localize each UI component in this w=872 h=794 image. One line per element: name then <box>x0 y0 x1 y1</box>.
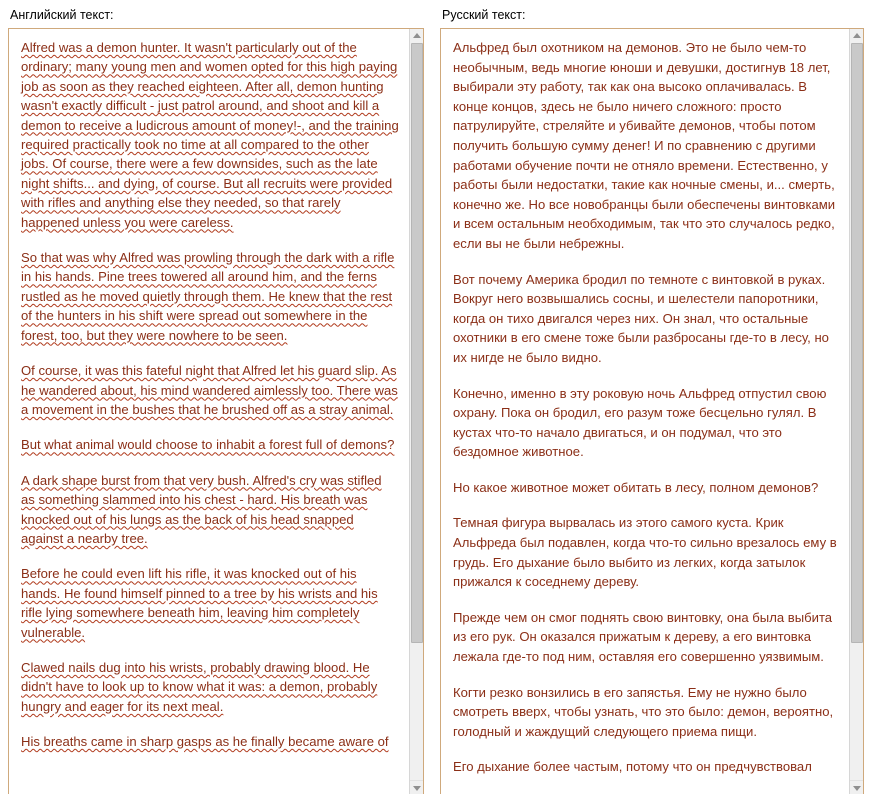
english-pane <box>0 6 432 794</box>
english-pane-label: Английский текст: <box>10 8 114 22</box>
scrollbar-thumb[interactable] <box>851 43 863 643</box>
paragraph: Конечно, именно в эту роковую ночь Альфред отпустил свою охрану. Пока он бродил, его разум тоже бесцельно гулял. В кустах что-то начало двигаться, и он подумал, что это бездомное животное. <box>453 385 827 460</box>
paragraph: Alfred was a demon hunter. It wasn't particularly out of the ordinary; many young men and women opted for this high paying job as soon as they reached eighteen. After all, demon hunting wasn't exactly difficult - just patrol around, and shoot and kill a demon to receive a ludicrous amount of money!-, and the training required practically took no time at all compared to the other jobs. Of course, there were a few downsides, such as the late night shifts... and dying, of course. But all recruits were provided with rifles and anything else they needed, so that rarely happened unless you were careless. <box>21 40 399 230</box>
paragraph: Clawed nails dug into his wrists, probably drawing blood. He didn't have to look up to know what it was: a demon, probably hungry and eager for its next meal. <box>21 659 378 714</box>
scroll-up-arrow-icon[interactable] <box>410 29 424 44</box>
paragraph: Прежде чем он смог поднять свою винтовку, она была выбита из его рук. Он оказался прижатым к дереву, а его винтовка лежала где-то под ним, оставляя его совершенно уязвимым. <box>453 609 833 665</box>
paragraph: A dark shape burst from that very bush. Alfred's cry was stifled as something slammed into his chest - hard. His breath was knocked out of his lungs as the back of his head snapped against a nearby tree. <box>21 472 382 546</box>
paragraph: Альфред был охотником на демонов. Это не было чем-то необычным, ведь многие юноши и девушки, достигнув 18 лет, выбирали эту работу, так как она высоко оплачивалась. В конце концов, здесь не было ничего сложного: просто патрулируйте, стреляйте и убивайте демонов, чтобы потом получить большую сумму денег! И по сравнению с другими работами обучение почти не отняло времени. Естественно, у работы были недостатки, такие как ночные смены, и... смерть, конечно же. Но все новобранцы были обеспечены винтовками и всем остальным необходимым, так что это случалось редко, если вы не были небрежны. <box>453 40 836 251</box>
paragraph: Before he could even lift his rifle, it was knocked out of his hands. He found himself pinned to a tree by his wrists and his rifle lying somewhere beneath him, leaving him completely vulnerable. <box>21 566 378 640</box>
paragraph: Вот почему Америка бродил по темноте с винтовкой в руках. Вокруг него возвышались сосны, и шелестели папоротники, когда он тихо двигался через них. Он знал, что остальные охотники в его смене тоже были разбросаны где-то в лесу, но их нигде не было видно. <box>453 271 829 365</box>
english-text-box[interactable] <box>8 28 424 794</box>
scrollbar-track[interactable] <box>850 43 864 781</box>
paragraph: Его дыхание более частым, потому что он предчувствовал <box>453 759 812 775</box>
russian-text-box[interactable] <box>440 28 864 794</box>
paragraph: So that was why Alfred was prowling through the dark with a rifle in his hands. Pine trees towered all around him, and the ferns rustled as he moved quietly through them. He knew that the rest of the hunters in his shift were spread out somewhere in the forest, too, but they were nowhere to be seen. <box>21 250 395 343</box>
columns-container <box>0 6 872 794</box>
russian-scrollbar[interactable] <box>849 29 863 794</box>
russian-text-content[interactable] <box>441 29 849 794</box>
paragraph: Темная фигура вырвалась из этого самого куста. Крик Альфреда был подавлен, когда что-то сильно врезалось ему в грудь. Его дыхание было выбито из легких, когда затылок прижался к соседнему дереву. <box>453 515 837 590</box>
paragraph: Но какое животное может обитать в лесу, полном демонов? <box>453 479 819 495</box>
russian-pane <box>432 6 872 794</box>
paragraph: Of course, it was this fateful night that Alfred let his guard slip. As he wandered about, his mind wandered aimlessly too. There was a movement in the bushes that he brushed off as a stray animal. <box>21 363 398 417</box>
paragraph: But what animal would choose to inhabit a forest full of demons? <box>21 437 395 453</box>
scrollbar-track[interactable] <box>410 43 424 781</box>
paragraph: Когти резко вонзились в его запястья. Ему не нужно было смотреть вверх, чтобы узнать, что это было: демон, вероятно, голодный и жаждущий следующего приема пищи. <box>453 684 834 739</box>
english-text-content[interactable] <box>9 29 409 794</box>
russian-pane-label: Русский текст: <box>442 8 526 22</box>
scroll-down-arrow-icon[interactable] <box>410 780 424 794</box>
english-scrollbar[interactable] <box>409 29 423 794</box>
paragraph: His breaths came in sharp gasps as he finally became aware of <box>21 734 389 750</box>
scroll-down-arrow-icon[interactable] <box>850 780 864 794</box>
scroll-up-arrow-icon[interactable] <box>850 29 864 44</box>
scrollbar-thumb[interactable] <box>411 43 423 643</box>
